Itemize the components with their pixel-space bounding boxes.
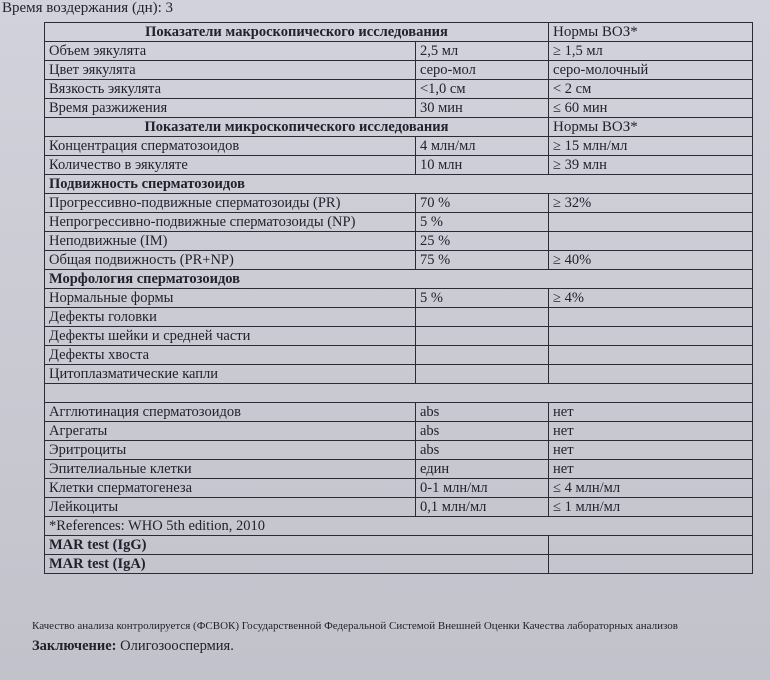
table-row [45, 137, 753, 156]
macro-header-row [45, 23, 753, 42]
conclusion-text: Олигозооспермия. [120, 638, 234, 654]
row-value: abs [416, 441, 549, 460]
table-row [45, 365, 753, 384]
row-label: Клетки сперматогенеза [45, 479, 416, 498]
row-value [416, 365, 549, 384]
table-row [45, 213, 753, 232]
mar-row [45, 555, 753, 574]
row-label: Лейкоциты [45, 498, 416, 517]
mar-row [45, 536, 753, 555]
row-norm [549, 308, 753, 327]
references-note: *References: WHO 5th edition, 2010 [45, 517, 753, 536]
row-norm [549, 327, 753, 346]
abstinence-line: Время воздержания (дн): 3 [2, 0, 174, 16]
mar-igg-value [549, 536, 753, 555]
row-norm: ≥ 32% [549, 194, 753, 213]
table-row [45, 422, 753, 441]
table-row [45, 232, 753, 251]
micro-header: Показатели микроскопического исследования [45, 118, 549, 137]
row-label: Общая подвижность (PR+NP) [45, 251, 416, 270]
row-label: Цвет эякулята [45, 61, 416, 80]
mar-iga-label: MAR test (IgA) [45, 555, 549, 574]
row-label: Неподвижные (IM) [45, 232, 416, 251]
row-label: Непрогрессивно-подвижные сперматозоиды (NP) [45, 213, 416, 232]
row-value: 0-1 млн/мл [416, 479, 549, 498]
table-row [45, 308, 753, 327]
row-value: 2,5 мл [416, 42, 549, 61]
row-value: 70 % [416, 194, 549, 213]
spacer-row [45, 384, 753, 403]
row-value: 5 % [416, 289, 549, 308]
table-row [45, 346, 753, 365]
table-row [45, 403, 753, 422]
row-norm: нет [549, 422, 753, 441]
row-norm: ≥ 4% [549, 289, 753, 308]
row-label: Объем эякулята [45, 42, 416, 61]
row-norm [549, 232, 753, 251]
row-label: Вязкость эякулята [45, 80, 416, 99]
row-norm: < 2 см [549, 80, 753, 99]
conclusion [32, 638, 234, 655]
row-value: 10 млн [416, 156, 549, 175]
row-value: 0,1 млн/мл [416, 498, 549, 517]
row-value: abs [416, 403, 549, 422]
row-norm: нет [549, 460, 753, 479]
mar-igg-label: MAR test (IgG) [45, 536, 549, 555]
table-row [45, 61, 753, 80]
table-row [45, 251, 753, 270]
row-norm: ≤ 1 млн/мл [549, 498, 753, 517]
row-value: abs [416, 422, 549, 441]
macro-header: Показатели макроскопического исследования [45, 23, 549, 42]
row-norm: серо-молочный [549, 61, 753, 80]
morphology-header: Морфология сперматозоидов [45, 270, 753, 289]
table-row [45, 156, 753, 175]
row-label: Эпителиальные клетки [45, 460, 416, 479]
row-value: един [416, 460, 549, 479]
results-table [44, 22, 753, 574]
row-norm: ≤ 4 млн/мл [549, 479, 753, 498]
table-row [45, 80, 753, 99]
table-row [45, 460, 753, 479]
row-value: серо-мол [416, 61, 549, 80]
row-norm [549, 346, 753, 365]
row-norm [549, 213, 753, 232]
row-value: 30 мин [416, 99, 549, 118]
row-norm: ≥ 40% [549, 251, 753, 270]
row-value: 75 % [416, 251, 549, 270]
row-value: 5 % [416, 213, 549, 232]
mar-iga-value [549, 555, 753, 574]
row-label: Концентрация сперматозоидов [45, 137, 416, 156]
row-label: Количество в эякуляте [45, 156, 416, 175]
row-norm: ≥ 15 млн/мл [549, 137, 753, 156]
row-norm: нет [549, 441, 753, 460]
micro-norms-header: Нормы ВОЗ* [549, 118, 753, 137]
row-label: Агглютинация сперматозоидов [45, 403, 416, 422]
table-row [45, 42, 753, 61]
row-label: Агрегаты [45, 422, 416, 441]
motility-header: Подвижность сперматозоидов [45, 175, 753, 194]
row-label: Цитоплазматические капли [45, 365, 416, 384]
row-norm: ≥ 39 млн [549, 156, 753, 175]
row-label: Дефекты шейки и средней части [45, 327, 416, 346]
quality-control-note: Качество анализа контролируется (ФСВОК) Государственной Федеральной Системой Внешней Оценки Качества лабораторных анализов [32, 620, 678, 632]
report-sheet [44, 22, 752, 574]
spacer-cell [45, 384, 753, 403]
row-value [416, 346, 549, 365]
row-label: Дефекты хвоста [45, 346, 416, 365]
row-label: Дефекты головки [45, 308, 416, 327]
macro-norms-header: Нормы ВОЗ* [549, 23, 753, 42]
row-label: Время разжижения [45, 99, 416, 118]
row-value: 25 % [416, 232, 549, 251]
table-row [45, 289, 753, 308]
row-label: Нормальные формы [45, 289, 416, 308]
table-row [45, 194, 753, 213]
morphology-header-row [45, 270, 753, 289]
table-row [45, 441, 753, 460]
row-value [416, 308, 549, 327]
conclusion-label: Заключение: [32, 638, 117, 654]
row-label: Прогрессивно-подвижные сперматозоиды (PR) [45, 194, 416, 213]
micro-header-row [45, 118, 753, 137]
row-value: 4 млн/мл [416, 137, 549, 156]
row-norm: нет [549, 403, 753, 422]
table-row [45, 498, 753, 517]
motility-header-row [45, 175, 753, 194]
table-row [45, 99, 753, 118]
row-value [416, 327, 549, 346]
table-row [45, 479, 753, 498]
references-row [45, 517, 753, 536]
row-label: Эритроциты [45, 441, 416, 460]
row-value: <1,0 см [416, 80, 549, 99]
row-norm: ≥ 1,5 мл [549, 42, 753, 61]
row-norm [549, 365, 753, 384]
row-norm: ≤ 60 мин [549, 99, 753, 118]
table-row [45, 327, 753, 346]
